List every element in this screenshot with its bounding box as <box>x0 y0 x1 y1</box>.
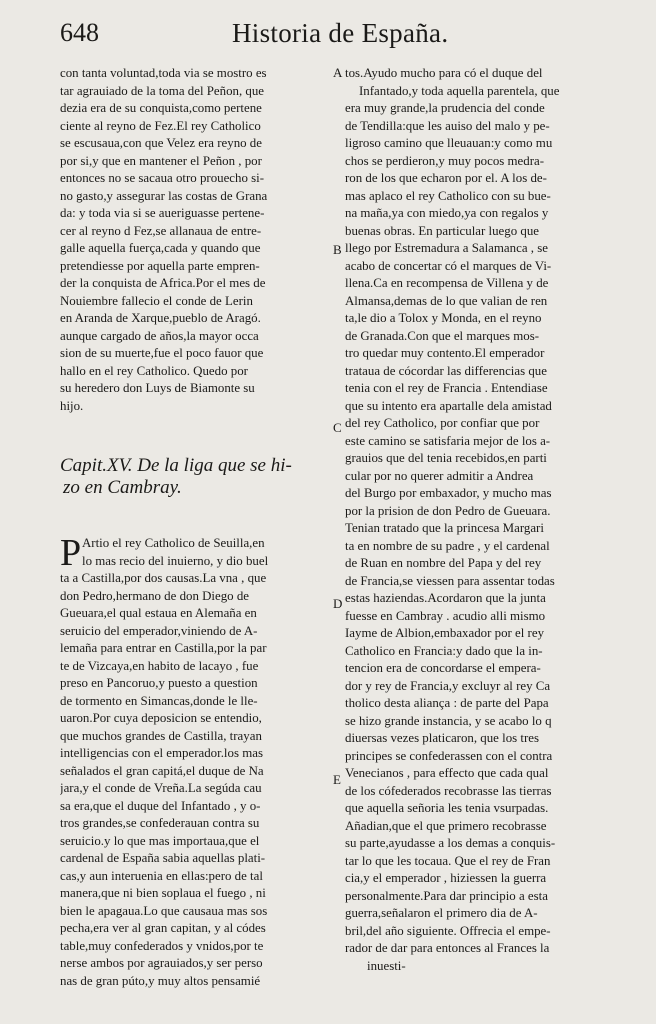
text-line: por la prision de don Pedro de Gueuara. <box>345 503 551 518</box>
text-line: grauios que del tenia recebidos,en parti <box>345 451 547 465</box>
text-line: era muy grande,la prudencia del conde <box>345 101 545 115</box>
text-line: tos.Ayudo mucho para có el duque del <box>345 66 543 80</box>
text-line: inuesti- <box>367 958 406 973</box>
left-column-text-before-title <box>60 65 328 415</box>
text-line: trataua de cócordar las differencias que <box>345 363 547 378</box>
text-line: Venecianos , para effecto que cada qual <box>345 766 549 780</box>
text-line: en Aranda de Xarque,pueblo de Aragó. <box>60 311 261 325</box>
text-line: se hizo grande instancia, y se acabo lo q <box>345 713 552 728</box>
text-line: se escusaua,con que Velez era reyno de <box>60 136 262 150</box>
text-line: nas de gran púto,y muy altos pensamié <box>60 973 261 988</box>
left-column-text-after-title <box>60 570 328 990</box>
left-column <box>60 65 328 990</box>
text-line: tar lo que les tocaua. Que el rey de Fran <box>345 853 551 868</box>
text-line: de tormento en Simancas,donde le lle- <box>60 693 258 708</box>
text-line: acabo de concertar có el marques de Vi- <box>345 258 552 273</box>
text-line: con tanta voluntad,toda via se mostro es <box>60 66 267 80</box>
text-line: que su intento era apartalle dela amistad <box>345 398 552 413</box>
text-line: da: y toda via si se aueriguasse pertene- <box>60 206 265 220</box>
text-line: mas aplaco el rey Catholico con su bue- <box>345 188 551 203</box>
text-line: de los cófederados recobrasse las tierras <box>345 783 552 798</box>
text-line: ciente al reyno de Fez.El rey Catholico <box>60 118 261 133</box>
text-line: tar agrauiado de la toma del Peñon, que <box>60 83 265 98</box>
text-line: jara,y el conde de Vreña.La segúda cau <box>60 781 262 795</box>
text-line: Catholico en Francia:y dado que la in- <box>345 643 543 658</box>
text-line: bril,del año siguiente. Offrecia el empe- <box>345 923 551 938</box>
text-line: Añadian,que el que primero recobrasse <box>345 818 547 833</box>
text-line: su heredero don Luys de Biamonte su <box>60 381 255 395</box>
text-line: fuesse en Cambray . acudio alli mismo <box>345 608 546 623</box>
right-column-text <box>345 65 607 975</box>
text-line: pretendiesse por aquella parte empren- <box>60 258 260 273</box>
text-line: Infantado,y toda aquella parentela, que <box>359 83 560 98</box>
text-line: dezia era de su conquista,como pertene <box>60 101 262 115</box>
running-head: Historia de España. <box>232 18 449 48</box>
text-line: ligroso camino que lleuauan:y como mu <box>345 136 553 150</box>
text-line: diuersas vezes platicaron, que los tres <box>345 731 540 745</box>
text-line: table,muy confederados y vnidos,por te <box>60 938 264 953</box>
text-line: bien le apagaua.Lo que causaua mas sos <box>60 903 268 918</box>
text-line: lo mas recio del inuierno, y dio buel <box>82 553 269 568</box>
margin-letter-b: B <box>333 242 342 257</box>
text-line: lemaña para entrar en Castilla,por la par <box>60 641 267 655</box>
chapter-opening-paragraph <box>60 532 328 990</box>
text-line: uaron.Por cuya deposicion se entendio, <box>60 711 262 725</box>
text-line: der la conquista de Africa.Por el mes de <box>60 276 266 290</box>
margin-letter-c: C <box>333 420 342 435</box>
text-line: Gueuara,el qual estaua en Alemaña en <box>60 606 257 620</box>
text-line: cardenal de España sabia aquellas plati- <box>60 851 266 865</box>
text-line: tencion era de concordarse el empera- <box>345 661 541 675</box>
text-line: rador de dar para entonces al Frances la <box>345 941 550 955</box>
text-line: don Pedro,hermano de don Diego de <box>60 588 250 603</box>
text-line: de Granada.Con que el marques mos- <box>345 328 540 343</box>
text-line: nerse ambos por agrauiados,y ser perso <box>60 956 263 970</box>
text-line: buenas obras. En particular luego que <box>345 223 540 238</box>
text-line: cer al reyno d Fez,se allanaua de entre- <box>60 223 262 238</box>
text-line: tenia con el rey de Francia . Entendiase <box>345 381 548 395</box>
text-line: aunque cargado de años,la mayor occa <box>60 328 259 343</box>
text-line: sa era,que el duque del Infantado , y o- <box>60 798 261 813</box>
text-line: Artio el rey Catholico de Seuilla,en <box>82 536 265 550</box>
text-line: pecha,era ver al gran capitan, y al códes <box>60 921 266 935</box>
text-line: cia,y el emperador , hiziessen la guerra <box>345 871 547 885</box>
text-line: hijo. <box>60 398 84 413</box>
text-line: del rey Catholico, por confiar que por <box>345 416 540 430</box>
text-line: señalados el gran capitá,el duque de Na <box>60 763 264 778</box>
text-line: este camino se satisfaria mejor de los a- <box>345 433 551 448</box>
text-line: personalmente.Para dar principio a esta <box>345 888 548 903</box>
text-line: de Tendilla:que les auiso del malo y pe- <box>345 118 550 133</box>
drop-cap: P <box>60 532 82 574</box>
chapter-title <box>60 455 328 499</box>
text-line: intelligencias con el emperador.los mas <box>60 746 263 760</box>
text-line: Tenian tratado que la princesa Margari <box>345 521 544 535</box>
chapter-title-line: zo en Cambray. <box>63 477 182 498</box>
text-line: guerra,señalaron el primero dia de A- <box>345 906 538 920</box>
text-line: manera,que ni bien soplaua el fuego , ni <box>60 886 266 900</box>
chapter-title-line: Capit.XV. De la liga que se hi- <box>60 455 292 476</box>
text-line: te de Vizcaya,en habito de lacayo , fue <box>60 658 259 673</box>
margin-letter-d: D <box>333 596 343 611</box>
text-line: tros grandes,se confederauan contra su <box>60 816 260 830</box>
text-line: preso en Pancoruo,y puesto a question <box>60 676 258 690</box>
text-line: que muchos grandes de Castilla, trayan <box>60 728 262 743</box>
text-line: cular por no querer admitir a Andrea <box>345 468 534 483</box>
text-line: del Burgo por embaxador, y mucho mas <box>345 486 552 500</box>
text-line: principes se confederassen con el contra <box>345 748 553 763</box>
text-line: que aquella señoria les tenia vsurpadas. <box>345 801 549 815</box>
margin-letter-e: E <box>333 772 341 787</box>
text-line: estas haziendas.Acordaron que la junta <box>345 591 546 605</box>
text-line: de Francia,se viessen para assentar todas <box>345 573 555 588</box>
text-line: entonces no se sacaua otro prouecho si- <box>60 171 265 185</box>
text-line: no gasto,y assegurar las costas de Grana <box>60 188 268 203</box>
text-line: tro quedar muy contento.El emperador <box>345 346 545 360</box>
text-line: su parte,ayudasse a los demas a conquis- <box>345 836 556 850</box>
text-line: por si,y que en mantener el Peñon , por <box>60 153 262 168</box>
text-line: seruicio.y lo que mas importaua,que el <box>60 833 260 848</box>
text-line: galle aquella fuerça,cada y quando que <box>60 241 261 255</box>
text-line: ron de los que echaron por el. A los de- <box>345 171 547 185</box>
text-line: dor y rey de Francia,y excluyr al rey Ca <box>345 678 551 693</box>
text-line: ta,le dio a Tolox y Monda, en el reyno <box>345 311 542 325</box>
text-line: na maña,ya con miedo,ya con regalos y <box>345 206 549 220</box>
text-line: seruicio del emperador,viniendo de A- <box>60 623 258 638</box>
margin-letter-a: A <box>333 65 343 80</box>
text-line: cas,y aun interuenia en ellas:pero de tal <box>60 868 263 883</box>
text-line: de Ruan en nombre del Papa y del rey <box>345 556 542 570</box>
text-line: ta a Castilla,por dos causas.La vna , que <box>60 571 267 585</box>
text-line: Almansa,demas de lo que valian de ren <box>345 293 548 308</box>
text-line: tholico desta aliança : de parte del Papa <box>345 696 549 710</box>
text-line: ta en nombre de su padre , y el cardenal <box>345 538 550 553</box>
text-line: Nouiembre fallecio el conde de Lerin <box>60 293 253 308</box>
text-line: hallo en el rey Catholico. Quedo por <box>60 363 248 378</box>
text-line: sion de su muerte,fue el poco fauor que <box>60 346 264 360</box>
right-column <box>345 65 607 975</box>
page-number: 648 <box>60 18 99 47</box>
text-line: llena.Ca en recompensa de Villena y de <box>345 276 549 290</box>
text-line: chos se perdieron,y muy pocos medra- <box>345 153 545 168</box>
text-line: llego por Estremadura a Salamanca , se <box>345 241 548 255</box>
text-line: Iayme de Albion,embaxador por el rey <box>345 626 545 640</box>
